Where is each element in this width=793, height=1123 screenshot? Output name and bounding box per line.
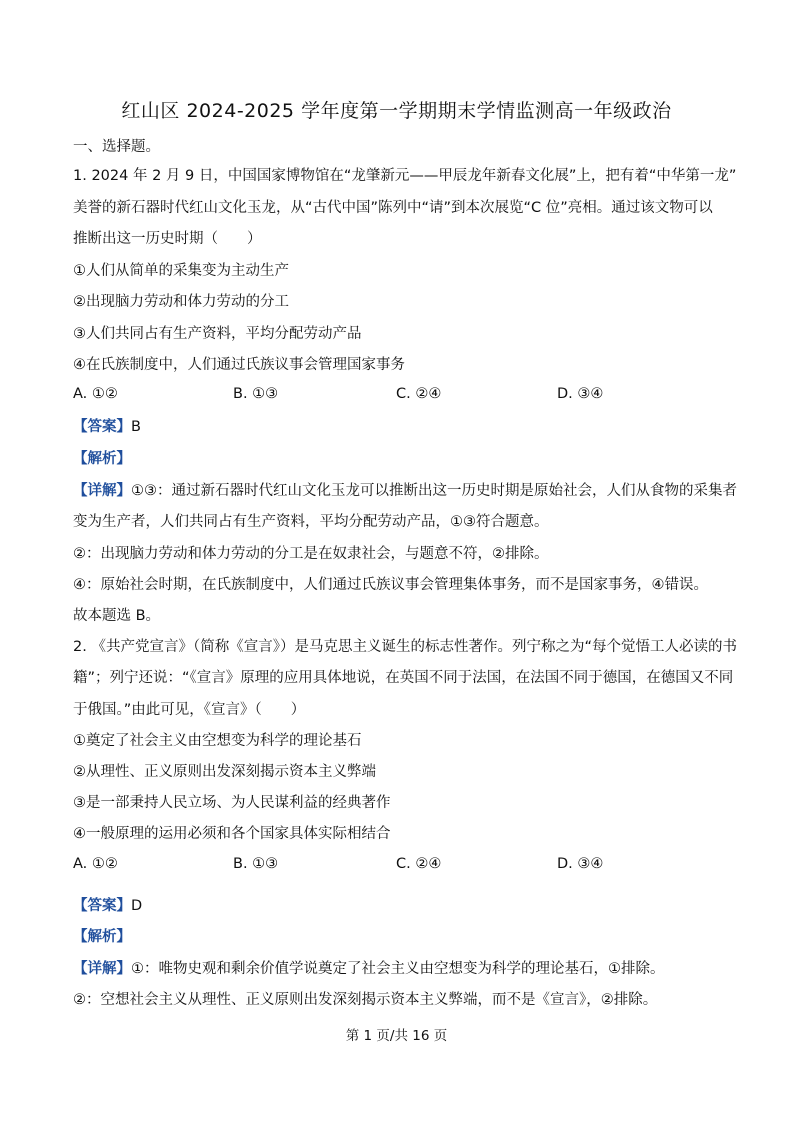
document-title: 红山区 2024-2025 学年度第一学期期末学情监测高一年级政治 xyxy=(121,100,672,122)
q1-statement: ③人们共同占有生产资料，平均分配劳动产品 xyxy=(73,326,362,342)
q2-option-a: A. ①② xyxy=(73,856,118,872)
q1-detail-text: ④：原始社会时期，在氏族制度中，人们通过氏族议事会管理集体事务，而不是国家事务，④错误。 xyxy=(73,577,708,593)
q2-statement: ②从理性、正义原则出发深刻揭示资本主义弊端 xyxy=(73,764,376,780)
analysis-tag: 【解析】 xyxy=(73,929,131,945)
q1-detail-text: ②：出现脑力劳动和体力劳动的分工是在奴隶社会，与题意不符，②排除。 xyxy=(73,546,549,562)
q1-detail-line xyxy=(73,481,737,501)
answer-tag: 【答案】 xyxy=(73,898,131,914)
section-heading: 一、选择题。 xyxy=(73,139,160,155)
q2-stem-line: 2. 《共产党宣言》（简称《宣言》）是马克思主义诞生的标志性著作。列宁称之为“每个觉悟工人必读的书 xyxy=(73,639,737,655)
q2-analysis-line xyxy=(73,927,131,947)
q1-options xyxy=(73,386,633,406)
q1-option-d: D. ③④ xyxy=(557,386,604,402)
q1-detail-text: 变为生产者，人们共同占有生产资料，平均分配劳动产品，①③符合题意。 xyxy=(73,514,549,530)
q1-option-a: A. ①② xyxy=(73,386,118,402)
q2-statement: ③是一部秉持人民立场、为人民谋利益的经典著作 xyxy=(73,795,391,811)
answer-tag: 【答案】 xyxy=(73,419,131,435)
q1-detail-text: ①③：通过新石器时代红山文化玉龙可以推断出这一历史时期是原始社会，人们从食物的采集者 xyxy=(131,483,737,499)
q2-statement: ④一般原理的运用必须和各个国家具体实际相结合 xyxy=(73,826,391,842)
q1-answer: B xyxy=(131,419,141,435)
q1-option-b: B. ①③ xyxy=(233,386,279,402)
q2-option-b: B. ①③ xyxy=(233,856,279,872)
q1-stem-line: 1. 2024 年 2 月 9 日，中国国家博物馆在“龙肇新元——甲辰龙年新春文化展”上，把有着“中华第一龙” xyxy=(73,168,737,184)
q2-answer: D xyxy=(131,898,143,914)
q2-stem-line: 于俄国。”由此可见，《宣言》（ ） xyxy=(73,702,306,718)
q1-answer-line xyxy=(73,417,141,437)
q2-answer-line xyxy=(73,896,142,916)
q1-statement: ①人们从简单的采集变为主动生产 xyxy=(73,263,289,279)
q2-detail-text: ①：唯物史观和剩余价值学说奠定了社会主义由空想变为科学的理论基石，①排除。 xyxy=(131,961,665,977)
detail-tag: 【详解】 xyxy=(73,961,131,977)
q1-stem-line: 推断出这一历史时期（ ） xyxy=(73,231,262,247)
q2-statement: ①奠定了社会主义由空想变为科学的理论基石 xyxy=(73,733,362,749)
q2-stem-line: 籍”；列宁还说：“《宣言》原理的应用具体地说，在英国不同于法国，在法国不同于德国，在德国又不同 xyxy=(73,670,734,686)
q1-stem-line: 美誉的新石器时代红山文化玉龙，从“古代中国”陈列中“请”到本次展览“C 位”亮相。通过该文物可以 xyxy=(73,200,713,216)
q2-option-d: D. ③④ xyxy=(557,856,604,872)
q1-analysis-line xyxy=(73,449,131,469)
q2-options xyxy=(73,856,633,876)
page-footer: 第 1 页/共 16 页 xyxy=(345,1028,448,1044)
q1-statement: ②出现脑力劳动和体力劳动的分工 xyxy=(73,294,289,310)
q1-detail-text: 故本题选 B。 xyxy=(73,608,161,624)
q2-detail-line xyxy=(73,959,665,979)
q2-detail-text: ②：空想社会主义从理性、正义原则出发深刻揭示资本主义弊端，而不是《宣言》，②排除。 xyxy=(73,992,658,1008)
analysis-tag: 【解析】 xyxy=(73,451,131,467)
q2-option-c: C. ②④ xyxy=(396,856,442,872)
detail-tag: 【详解】 xyxy=(73,483,131,499)
q1-statement: ④在氏族制度中，人们通过氏族议事会管理国家事务 xyxy=(73,357,405,373)
q1-option-c: C. ②④ xyxy=(396,386,442,402)
